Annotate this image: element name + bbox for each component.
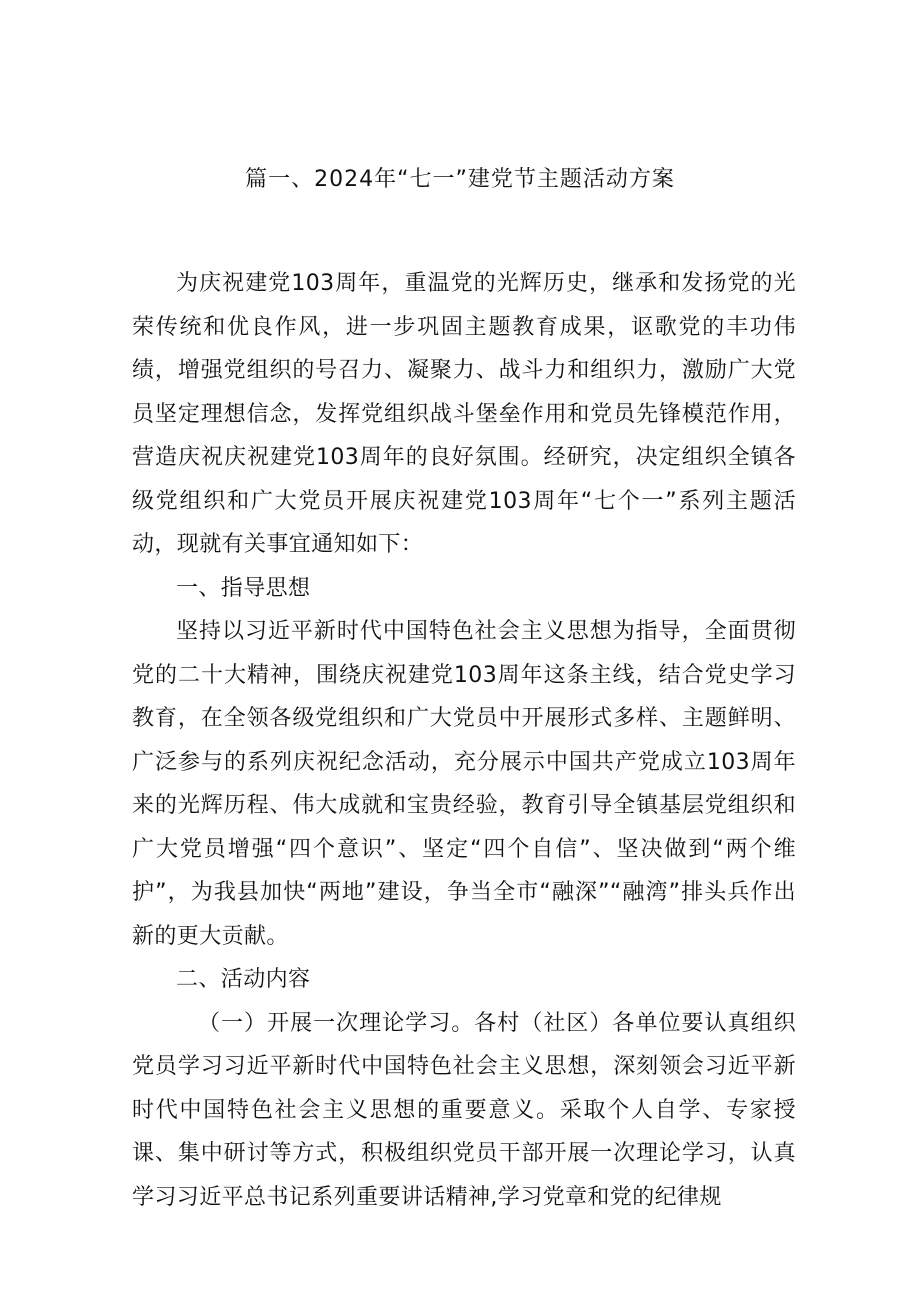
guiding-ideology-paragraph: 坚持以习近平新时代中国特色社会主义思想为指导，全面贯彻党的二十大精神，围绕庆祝建党103周年这条主线，结合党史学习教育，在全领各级党组织和广大党员中开展形式多样、主题鲜明、广泛参与的系列庆祝纪念活动，充分展示中国共产党成立103周年来的光辉历程、伟大成就和宝贵经验，教育引导全镇基层党组织和广大党员增强“四个意识”、坚定“四个自信”、坚决做到“两个维护”，为我县加快“两地”建设，争当全市“融深”“融湾”排头兵作出新的更大贡献。: [132, 619, 796, 949]
document-title: 篇一、2024年“七一”建党节主题活动方案: [245, 167, 675, 192]
activity-item-theory-study: （一）开展一次理论学习。各村（社区）各单位要认真组织党员学习习近平新时代中国特色社会主义思想，深刻领会习近平新时代中国特色社会主义思想的重要意义。采取个人自学、专家授课、集中研讨等方式，积极组织党员干部开展一次理论学习，认真学习习近平总书记系列重要讲话精神,学习党章和党的纪律规: [132, 1010, 796, 1210]
intro-paragraph: 为庆祝建党103周年，重温党的光辉历史，继承和发扬党的光荣传统和优良作风，进一步巩固主题教育成果，讴歌党的丰功伟绩，增强党组织的号召力、凝聚力、战斗力和组织力，激励广大党员坚定理想信念，发挥党组织战斗堡垒作用和党员先锋模范作用，营造庆祝庆祝建党103周年的良好氛围。经研究，决定组织全镇各级党组织和广大党员开展庆祝建党103周年“七个一”系列主题活动，现就有关事宜通知如下：: [132, 271, 796, 557]
section-heading-guiding-ideology: 一、指导思想: [176, 575, 311, 601]
section-heading-activity-content: 二、活动内容: [176, 967, 311, 992]
document-body: [132, 262, 796, 1219]
